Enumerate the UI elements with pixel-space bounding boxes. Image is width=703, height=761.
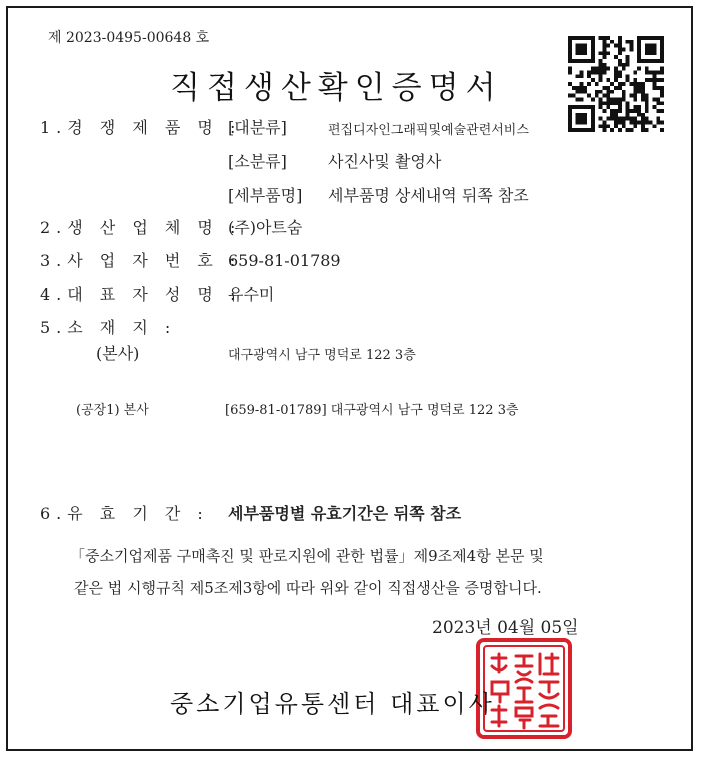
business-number-value: 659-81-01789 bbox=[228, 251, 341, 270]
manufacturer-label: 2.생 산 업 체 명 : bbox=[40, 218, 242, 237]
product-label: 1.경 쟁 제 품 명 : bbox=[40, 118, 242, 137]
statement-line-2: 같은 법 시행규칙 제5조제3항에 따라 위와 같이 직접생산을 증명합니다. bbox=[74, 579, 542, 597]
document-title: 직접생산확인증명서 bbox=[170, 70, 503, 106]
hq-tag: (본사) bbox=[96, 344, 140, 363]
manufacturer-value: (주)아트숨 bbox=[228, 218, 303, 237]
document-number: 제 2023-0495-00648 호 bbox=[48, 30, 210, 46]
address-label: 5.소 재 지 : bbox=[40, 318, 177, 337]
business-number-label: 3.사 업 자 번 호 : bbox=[40, 251, 242, 270]
issue-date: 2023년 04월 05일 bbox=[432, 618, 579, 638]
major-category-tag: [대분류] bbox=[228, 118, 287, 137]
factory-address: [659-81-01789] 대구광역시 남구 명덕로 122 3층 bbox=[225, 403, 519, 418]
minor-category-tag: [소분류] bbox=[228, 152, 287, 171]
validity-label: 6.유 효 기 간 : bbox=[40, 504, 209, 523]
detail-category-tag: [세부품명] bbox=[228, 186, 303, 205]
validity-value: 세부품명별 유효기간은 뒤쪽 참조 bbox=[228, 504, 462, 523]
major-category-value: 편집디자인그래픽및예술관련서비스 bbox=[328, 123, 529, 138]
statement-line-1: 「중소기업제품 구매촉진 및 판로지원에 관한 법률」제9조제4항 본문 및 bbox=[70, 547, 544, 565]
minor-category-value: 사진사및 촬영사 bbox=[328, 152, 442, 171]
detail-category-value: 세부품명 상세내역 뒤쪽 참조 bbox=[328, 186, 529, 205]
ceo-label: 4.대 표 자 성 명 : bbox=[40, 285, 242, 304]
ceo-value: 유수미 bbox=[228, 285, 275, 304]
hq-address: 대구광역시 남구 명덕로 122 3층 bbox=[228, 348, 416, 363]
issuer-signature: 중소기업유통센터 대표이사 bbox=[170, 690, 495, 718]
qr-code-icon bbox=[568, 36, 664, 132]
factory-tag: (공장1) 본사 bbox=[76, 403, 149, 418]
